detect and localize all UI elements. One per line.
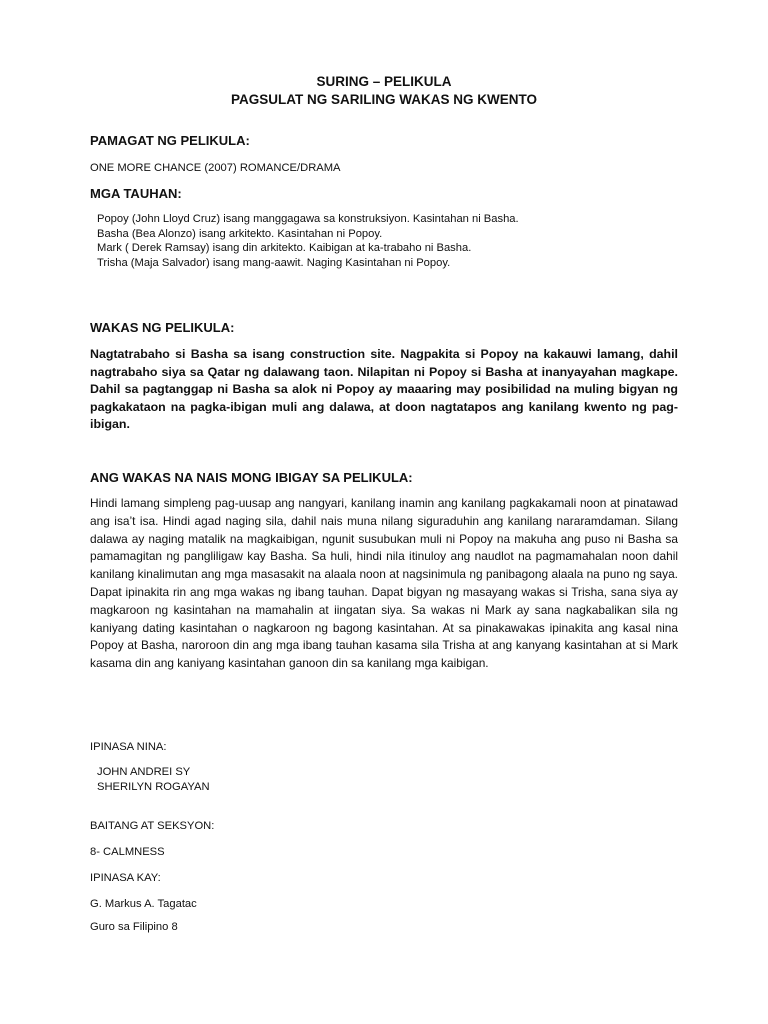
own-ending-text: Hindi lamang simpleng pag-uusap ang nangyari, kanilang inamin ang kanilang pagkakamali noon at pinatawad ang isa’t isa. Hindi agad naging sila, dahil nais muna nilang siguraduhin ang kanilang nararamdaman. Silang dalawa ay naging matalik na magkaibigan, ngunit susubukan muli ni Popoy na makuha ang puso ni Basha sa pamamagitan ng pangliligaw kay Basha. Sa huli, hindi nila itinuloy ang naudlot na pagmamahalan noon dahil kanilang kinalimutan ang mga masasakit na alaala noon at nagsinimula ng panibagong alaala na puno ng saya. Dapat ipinakita rin ang mga wakas ng ibang tauhan. Dapat bigyan ng masayang wakas si Trisha, sana siya ay magkaroon ng kasintahan na mamahalin at iingatan siya. Sa wakas ni Mark ay sana nagkabalikan sila ng kaniyang dating kasintahan o nagkaroon ng bagong kasintahan. At sa pinakawakas ipinakita ang kasal nina Popoy at Basha, naroroon din ang mga ibang tauhan kasama sila Trisha at ang kanyang kasintahan at si Mark kasama din ang kaniyang kasintahan ganoon din sa kanilang mga kaibigan. <box>90 496 678 671</box>
film-title-value: ONE MORE CHANCE (2007) ROMANCE/DRAMA <box>90 162 341 174</box>
document-title: SURING – PELIKULA <box>316 74 452 89</box>
teacher-name: G. Markus A. Tagatac <box>90 898 197 910</box>
student-name: JOHN ANDREI SY <box>97 766 191 778</box>
own-ending-heading: ANG WAKAS NA NAIS MONG IBIGAY SA PELIKULA: <box>90 470 413 485</box>
film-ending-text: Nagtatrabaho si Basha sa isang construction site. Nagpakita si Popoy na kakauwi lamang, dahil nagtrabaho siya sa Qatar ng dalawang taon. Nilapitan ni Popoy si Basha at inanyayahan magkape. Dahil sa pagtanggap ni Basha sa alok ni Popoy ay maaaring may posibilidad na muling bigyan ng pagkakataon na pagka-ibigan muli ang dalawa, at doon nagtatapos ang kanilang kwento ng pag-ibigan. <box>90 347 678 432</box>
submitted-to-label: IPINASA KAY: <box>90 872 161 884</box>
film-ending-heading: WAKAS NG PELIKULA: <box>90 320 235 335</box>
student-name: SHERILYN ROGAYAN <box>97 780 210 793</box>
teacher-role: Guro sa Filipino 8 <box>90 921 178 933</box>
section-label: BAITANG AT SEKSYON: <box>90 820 215 832</box>
characters-list <box>97 212 519 270</box>
title-block <box>0 73 768 109</box>
character-item: Basha (Bea Alonzo) isang arkitekto. Kasintahan ni Popoy. <box>97 227 383 240</box>
submitted-by-label: IPINASA NINA: <box>90 741 167 753</box>
character-item: Trisha (Maja Salvador) isang mang-aawit. Naging Kasintahan ni Popoy. <box>97 256 451 269</box>
characters-heading: MGA TAUHAN: <box>90 186 182 201</box>
submitted-by-names <box>97 765 210 794</box>
section-value: 8- CALMNESS <box>90 846 165 858</box>
character-item: Popoy (John Lloyd Cruz) isang manggagawa sa konstruksiyon. Kasintahan ni Basha. <box>97 213 519 225</box>
character-item: Mark ( Derek Ramsay) isang din arkitekto. Kaibigan at ka-trabaho ni Basha. <box>97 242 472 255</box>
document-subtitle: PAGSULAT NG SARILING WAKAS NG KWENTO <box>231 92 537 107</box>
film-title-heading: PAMAGAT NG PELIKULA: <box>90 133 250 148</box>
